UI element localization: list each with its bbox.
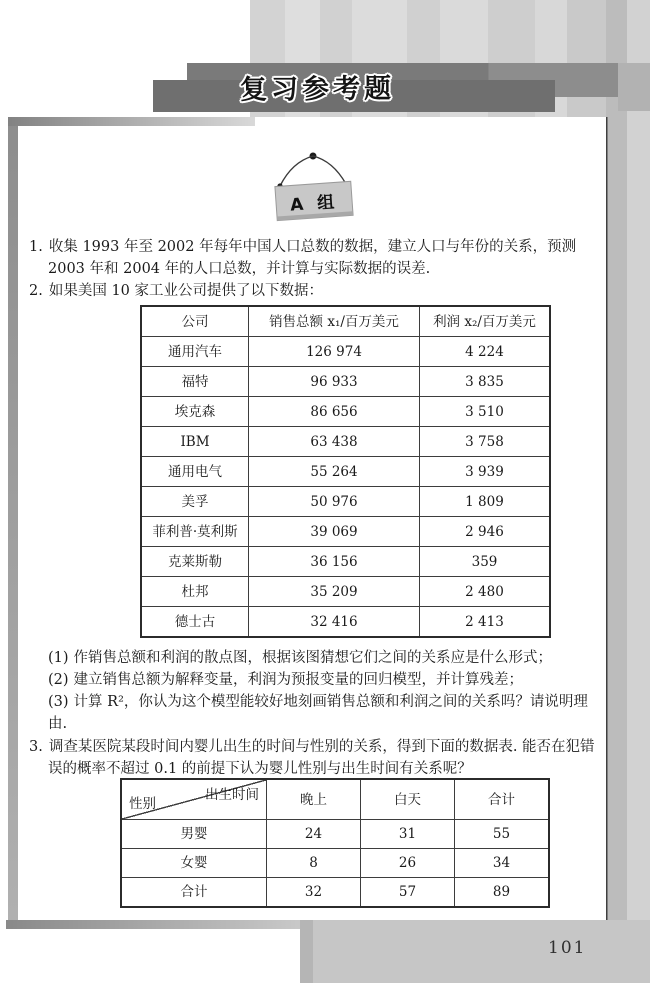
table-cell: 126 974: [249, 337, 420, 367]
table-row: [141, 367, 550, 397]
problem-1: [29, 236, 604, 280]
table-cell: 31: [361, 820, 455, 849]
table-header-row: [141, 306, 550, 337]
table-cell: 86 656: [249, 397, 420, 427]
table-row: [141, 487, 550, 517]
subquestion-2-number: (2): [48, 672, 69, 688]
subquestion-1-text: 作销售总额和利润的散点图，根据该图猜想它们之间的关系应是什么形式；: [73, 650, 553, 666]
table-cell: 24: [267, 820, 361, 849]
problem-2-text: 如果美国 10 家工业公司提供了以下数据：: [48, 283, 324, 299]
table-row: [121, 820, 549, 849]
table-cell: 32 416: [249, 607, 420, 638]
problem-1-text: 收集 1993 年至 2002 年每年中国人口总数的数据，建立人口与年份的关系，预测 2003 年和 2004 年的人口总数，并计算与实际数据的误差.: [48, 239, 577, 277]
table-cell: 8: [267, 849, 361, 878]
subquestion-2-text: 建立销售总额为解释变量，利润为预报变量的回归模型，并计算残差；: [73, 672, 524, 688]
night-header-cell: 晚上: [267, 779, 361, 820]
table-cell: 55: [455, 820, 550, 849]
table-cell: 福特: [141, 367, 249, 397]
table-cell: 359: [420, 547, 551, 577]
table-row: [141, 397, 550, 427]
table-cell: 通用汽车: [141, 337, 249, 367]
table-cell: 57: [361, 878, 455, 908]
problem-2: [29, 280, 604, 302]
table-cell: 3 835: [420, 367, 551, 397]
problem-1-number: 1.: [29, 239, 43, 255]
page-title: 复习参考题: [239, 73, 396, 106]
table-cell: 男婴: [121, 820, 267, 849]
table-cell: 德士古: [141, 607, 249, 638]
company-header-cell: 公司: [141, 306, 249, 337]
table-row: [121, 878, 549, 908]
bottom-left-sheet: [0, 920, 300, 983]
total-header-cell: 合计: [455, 779, 550, 820]
table-cell: 合计: [121, 878, 267, 908]
table-cell: 菲利普·莫利斯: [141, 517, 249, 547]
diagonal-header-cell: [121, 779, 267, 820]
table-cell: 1 809: [420, 487, 551, 517]
subquestion-1: [48, 647, 604, 669]
table-cell: 39 069: [249, 517, 420, 547]
table-cell: 3 510: [420, 397, 551, 427]
table-cell: 34: [455, 849, 550, 878]
table-cell: 55 264: [249, 457, 420, 487]
table-cell: 2 413: [420, 607, 551, 638]
bottom-gray-area: [300, 920, 650, 983]
table-cell: 杜邦: [141, 577, 249, 607]
subquestions: [29, 647, 604, 735]
problem-2-number: 2.: [29, 283, 43, 299]
table-cell: 2 480: [420, 577, 551, 607]
table-cell: IBM: [141, 427, 249, 457]
table-cell: 26: [361, 849, 455, 878]
table-header-row: [121, 779, 549, 820]
table-cell: 通用电气: [141, 457, 249, 487]
table-cell: 克莱斯勒: [141, 547, 249, 577]
subquestion-3-text: 计算 R²，你认为这个模型能较好地刻画销售总额和利润之间的关系吗？请说明理由.: [48, 694, 588, 732]
profit-header-cell: 利润 x₂/百万美元: [420, 306, 551, 337]
table-cell: 35 209: [249, 577, 420, 607]
problem-3-number: 3.: [29, 739, 43, 755]
sales-header-cell: 销售总额 x₁/百万美元: [249, 306, 420, 337]
diagonal-top-label: 出生时间: [205, 787, 259, 803]
page-content: [26, 117, 604, 920]
subquestion-3-number: (3): [48, 694, 69, 710]
table-cell: 50 976: [249, 487, 420, 517]
group-sign-label: A 组: [289, 192, 339, 216]
table-cell: 2 946: [420, 517, 551, 547]
table-row: [141, 427, 550, 457]
table-row: [141, 577, 550, 607]
table-cell: 63 438: [249, 427, 420, 457]
table-cell: 32: [267, 878, 361, 908]
company-sales-profit-table: [140, 305, 551, 638]
page-number: 101: [548, 938, 587, 958]
table-row: [141, 547, 550, 577]
table-row: [141, 457, 550, 487]
subquestion-3: [48, 691, 604, 735]
diagonal-bottom-label: 性别: [129, 796, 156, 812]
table-cell: 埃克森: [141, 397, 249, 427]
string-line-left: [280, 156, 313, 186]
table-cell: 96 933: [249, 367, 420, 397]
table-cell: 女婴: [121, 849, 267, 878]
table-cell: 3 758: [420, 427, 551, 457]
problem-3: [29, 736, 604, 780]
subquestion-2: [48, 669, 604, 691]
table-cell: 3 939: [420, 457, 551, 487]
hanging-sign: [256, 148, 371, 226]
problem-3-text: 调查某医院某段时间内婴儿出生的时间与性别的关系，得到下面的数据表. 能否在犯错误的概率不超过 0.1 的前提下认为婴儿性别与出生时间有关系呢？: [48, 739, 595, 777]
birth-time-gender-table: [120, 778, 550, 908]
table-row: [121, 849, 549, 878]
table-row: [141, 337, 550, 367]
table-row: [141, 517, 550, 547]
page-left-edge-strip: [8, 117, 18, 920]
subquestion-1-number: (1): [48, 650, 69, 666]
table-row: [141, 607, 550, 638]
day-header-cell: 白天: [361, 779, 455, 820]
table-cell: 4 224: [420, 337, 551, 367]
header-banner-tab: [618, 63, 650, 111]
page-bottom-shadow: [6, 920, 302, 929]
content-page: [8, 117, 606, 920]
table-cell: 美孚: [141, 487, 249, 517]
string-line-right: [313, 156, 346, 184]
table-cell: 89: [455, 878, 550, 908]
table-cell: 36 156: [249, 547, 420, 577]
